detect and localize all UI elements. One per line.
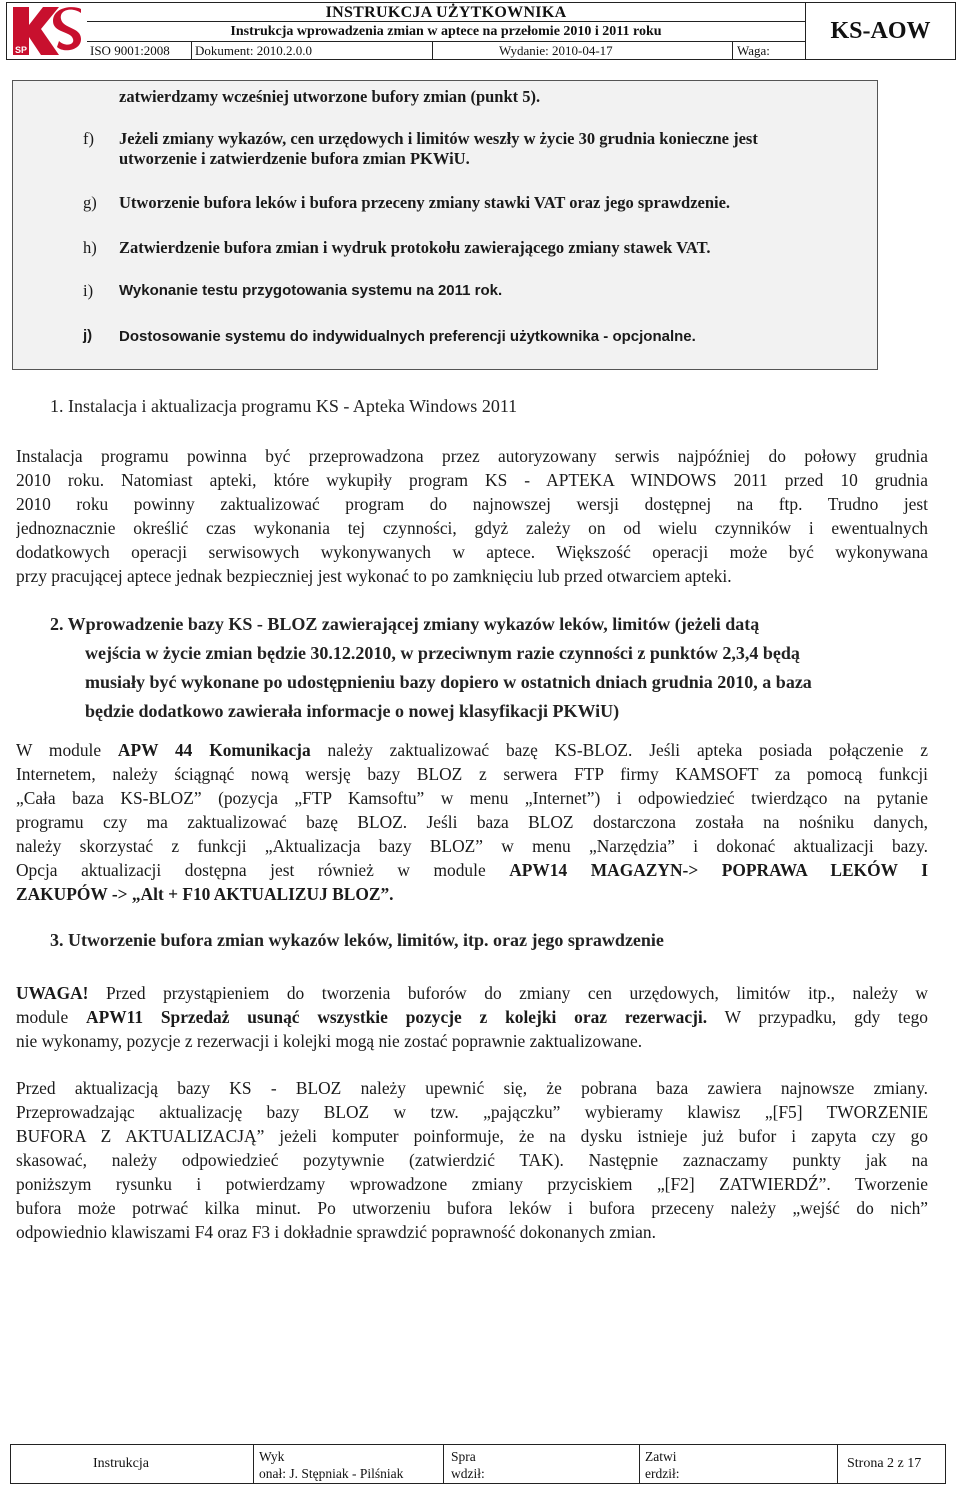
box-item-text-cont: utworzenie i zatwierdzenie bufora zmian PKWiU. bbox=[119, 149, 470, 168]
heading-line: wejścia w życie zmian będzie 30.12.2010, w przeciwnym razie czynności z punktów 2,3,4 będą bbox=[85, 643, 800, 663]
section-3-heading: 3. Utworzenie bufora zmian wykazów leków, limitów, itp. oraz jego sprawdzenie bbox=[50, 930, 664, 950]
document-code: KS-AOW bbox=[805, 3, 955, 59]
text-line: „Cała baza KS-BLOZ” (pozycja „FTP Kamsoftu” w menu „Internet”) i odpowiedzieć twierdząco na pytanie bbox=[16, 788, 928, 808]
section-3-paragraph bbox=[16, 1076, 928, 1244]
document-number: Dokument: 2010.2.0.0 bbox=[195, 43, 312, 58]
text-line: Przeprowadzając aktualizację bazy BLOZ w tzw. „pajączku” wybieramy klawisz „[F5] TWORZENIE bbox=[16, 1102, 928, 1122]
footer-divider bbox=[253, 1445, 254, 1483]
text-line: Instalacja programu powinna być przeprowadzona przez autoryzowany serwis najpóźniej do połowy grudnia bbox=[16, 446, 928, 466]
text-line: bufora może potrwać kilka minut. Po utworzeniu bufora leków i bufora przeceny należy „wejść do nich” bbox=[16, 1198, 928, 1218]
text-line: należy skorzystać z funkcji „Aktualizacja bazy BLOZ” w menu „Narzędzia” i dokonać aktualizacji bazy. bbox=[16, 836, 928, 856]
text-line: Opcja aktualizacji dostępna jest również w module APW14 MAGAZYN-> POPRAWA LEKÓW I bbox=[16, 860, 928, 880]
box-item-text: Wykonanie testu przygotowania systemu na 2011 rok. bbox=[119, 282, 503, 299]
section-1-paragraph bbox=[16, 444, 928, 588]
edition-date: Wydanie: 2010-04-17 bbox=[499, 43, 613, 58]
box-item-text: Jeżeli zmiany wykazów, cen urzędowych i limitów weszły w życie 30 grudnia konieczne jest bbox=[119, 129, 758, 148]
footer-divider bbox=[443, 1445, 444, 1483]
text-line: dodatkowych operacji serwisowych wykonywanych w aptece. Większość operacji może być wykonywana bbox=[16, 542, 928, 562]
box-item-letter: h) bbox=[83, 238, 97, 257]
footer-verified: Spra wdził: bbox=[451, 1449, 485, 1481]
box-item-letter: j) bbox=[83, 327, 93, 344]
footer-divider bbox=[639, 1445, 640, 1483]
steps-box bbox=[12, 80, 878, 370]
module-name: APW11 Sprzedaż usunąć wszystkie pozycje z kolejki oraz rezerwacji. bbox=[86, 1007, 708, 1027]
module-name: APW14 MAGAZYN-> POPRAWA LEKÓW I bbox=[509, 860, 928, 880]
text-line: Internetem, należy ściągnąć nową wersję bazy BLOZ z serwera FTP firmy KAMSOFT za pomocą funkcji bbox=[16, 764, 928, 784]
box-item-text: zatwierdzamy wcześniej utworzone bufory zmian (punkt 5). bbox=[119, 87, 541, 106]
box-item-text: Utworzenie bufora leków i bufora przeceny zmiany stawki VAT oraz jego sprawdzenie. bbox=[119, 193, 731, 212]
ks-logo-icon bbox=[7, 3, 87, 59]
section-2-heading bbox=[50, 610, 930, 726]
footer-author: Wyk onał: J. Stępniak - Pilśniak bbox=[259, 1449, 404, 1481]
text-line: BUFORA Z AKTUALIZACJĄ” jeżeli komputer poinformuje, że na dysku istnieje już bufor i zapyta czy go bbox=[16, 1126, 928, 1146]
header-meta-row bbox=[87, 42, 805, 59]
warning-paragraph bbox=[16, 981, 928, 1053]
section-2-paragraph bbox=[16, 738, 928, 906]
box-item-letter: f) bbox=[83, 129, 94, 148]
text-line: module APW11 Sprzedaż usunąć wszystkie pozycje z kolejki oraz rezerwacji. W przypadku, gdy tego bbox=[16, 1007, 928, 1027]
module-name: APW 44 Komunikacja bbox=[117, 740, 311, 760]
heading-line: 2. Wprowadzenie bazy KS - BLOZ zawierającej zmiany wykazów leków, limitów (jeżeli datą bbox=[50, 614, 760, 634]
company-logo bbox=[7, 3, 87, 59]
text-line: programu czy ma zaktualizować bazę BLOZ. Jeśli baza BLOZ dostarczona została na nośniku danych, bbox=[16, 812, 928, 832]
footer-doc-type: Instrukcja bbox=[93, 1456, 149, 1471]
document-header bbox=[6, 2, 956, 60]
text-line: przy pracującej aptece jednak bezpieczniej jest wykonać to po zamknięciu lub przed otwarciem apteki. bbox=[16, 566, 732, 586]
page-number: Strona 2 z 17 bbox=[847, 1456, 922, 1471]
manual-title: INSTRUKCJA UŻYTKOWNIKA bbox=[87, 3, 805, 22]
text-line: nie wykonamy, pozycje z rezerwacji i kolejki mogą nie zostać poprawnie zaktualizowane. bbox=[16, 1031, 643, 1051]
weight-label: Waga: bbox=[737, 43, 770, 58]
text-line: odpowiednio klawiszami F4 oraz F3 i dokładnie sprawdzić poprawność dokonanych zmian. bbox=[16, 1222, 656, 1242]
text-line: 2010 roku. Natomiast apteki, które wykupiły program KS - APTEKA WINDOWS 2011 przed 10 grudnia bbox=[16, 470, 928, 490]
text-line: 2010 roku powinny zaktualizować program do najnowszej wersji dostępnej na ftp. Trudno jest bbox=[16, 494, 928, 514]
heading-line: będzie dodatkowo zawierała informacje o nowej klasyfikacji PKWiU) bbox=[85, 701, 620, 721]
iso-label: ISO 9001:2008 bbox=[90, 43, 170, 58]
text-line: jednoznacznie określić czas wykonania tej czynności, gdyż zależy on od wielu czynników i ewentualnych bbox=[16, 518, 928, 538]
warning-label: UWAGA! bbox=[16, 983, 89, 1003]
footer-approved: Zatwi erdził: bbox=[645, 1449, 680, 1481]
box-item-text: Dostosowanie systemu do indywidualnych preferencji użytkownika - opcjonalne. bbox=[119, 328, 696, 345]
section-1-heading: 1. Instalacja i aktualizacja programu KS - Apteka Windows 2011 bbox=[50, 396, 518, 416]
text-line bbox=[16, 882, 928, 906]
box-item-letter: g) bbox=[83, 193, 97, 212]
text-line: W module APW 44 Komunikacja należy zaktualizować bazę KS-BLOZ. Jeśli apteka posiada połączenie z bbox=[16, 740, 928, 760]
logo-sub-text: SP bbox=[14, 45, 28, 55]
text-line: skasować, należy odpowiedzieć pozytywnie (zatwierdzić TAK). Następnie zaznaczamy punkty jak na bbox=[16, 1150, 928, 1170]
heading-line: musiały być wykonane po udostępnieniu bazy dopiero w ostatnich dniach grudnia 2010, a baza bbox=[85, 672, 812, 692]
module-path: ZAKUPÓW -> „Alt + F10 AKTUALIZUJ BLOZ”. bbox=[16, 884, 394, 904]
text-line: Przed aktualizacją bazy KS - BLOZ należy upewnić się, że pobrana baza zawiera najnowsze zmiany. bbox=[16, 1078, 928, 1098]
box-item-letter: i) bbox=[83, 281, 94, 300]
box-item-text: Zatwierdzenie bufora zmian i wydruk protokołu zawierającego zmiany stawek VAT. bbox=[119, 238, 711, 257]
document-footer bbox=[10, 1444, 946, 1484]
text-line: poniższym rysunku i potwierdzamy wprowadzone zmiany przyciskiem „[F2] ZATWIERDŹ”. Tworzenie bbox=[16, 1174, 928, 1194]
text-line: UWAGA! Przed przystąpieniem do tworzenia buforów do zmiany cen urzędowych, limitów itp., należy w bbox=[16, 983, 928, 1003]
manual-subtitle: Instrukcja wprowadzenia zmian w aptece na przełomie 2010 i 2011 roku bbox=[87, 22, 805, 42]
footer-divider bbox=[837, 1445, 838, 1483]
